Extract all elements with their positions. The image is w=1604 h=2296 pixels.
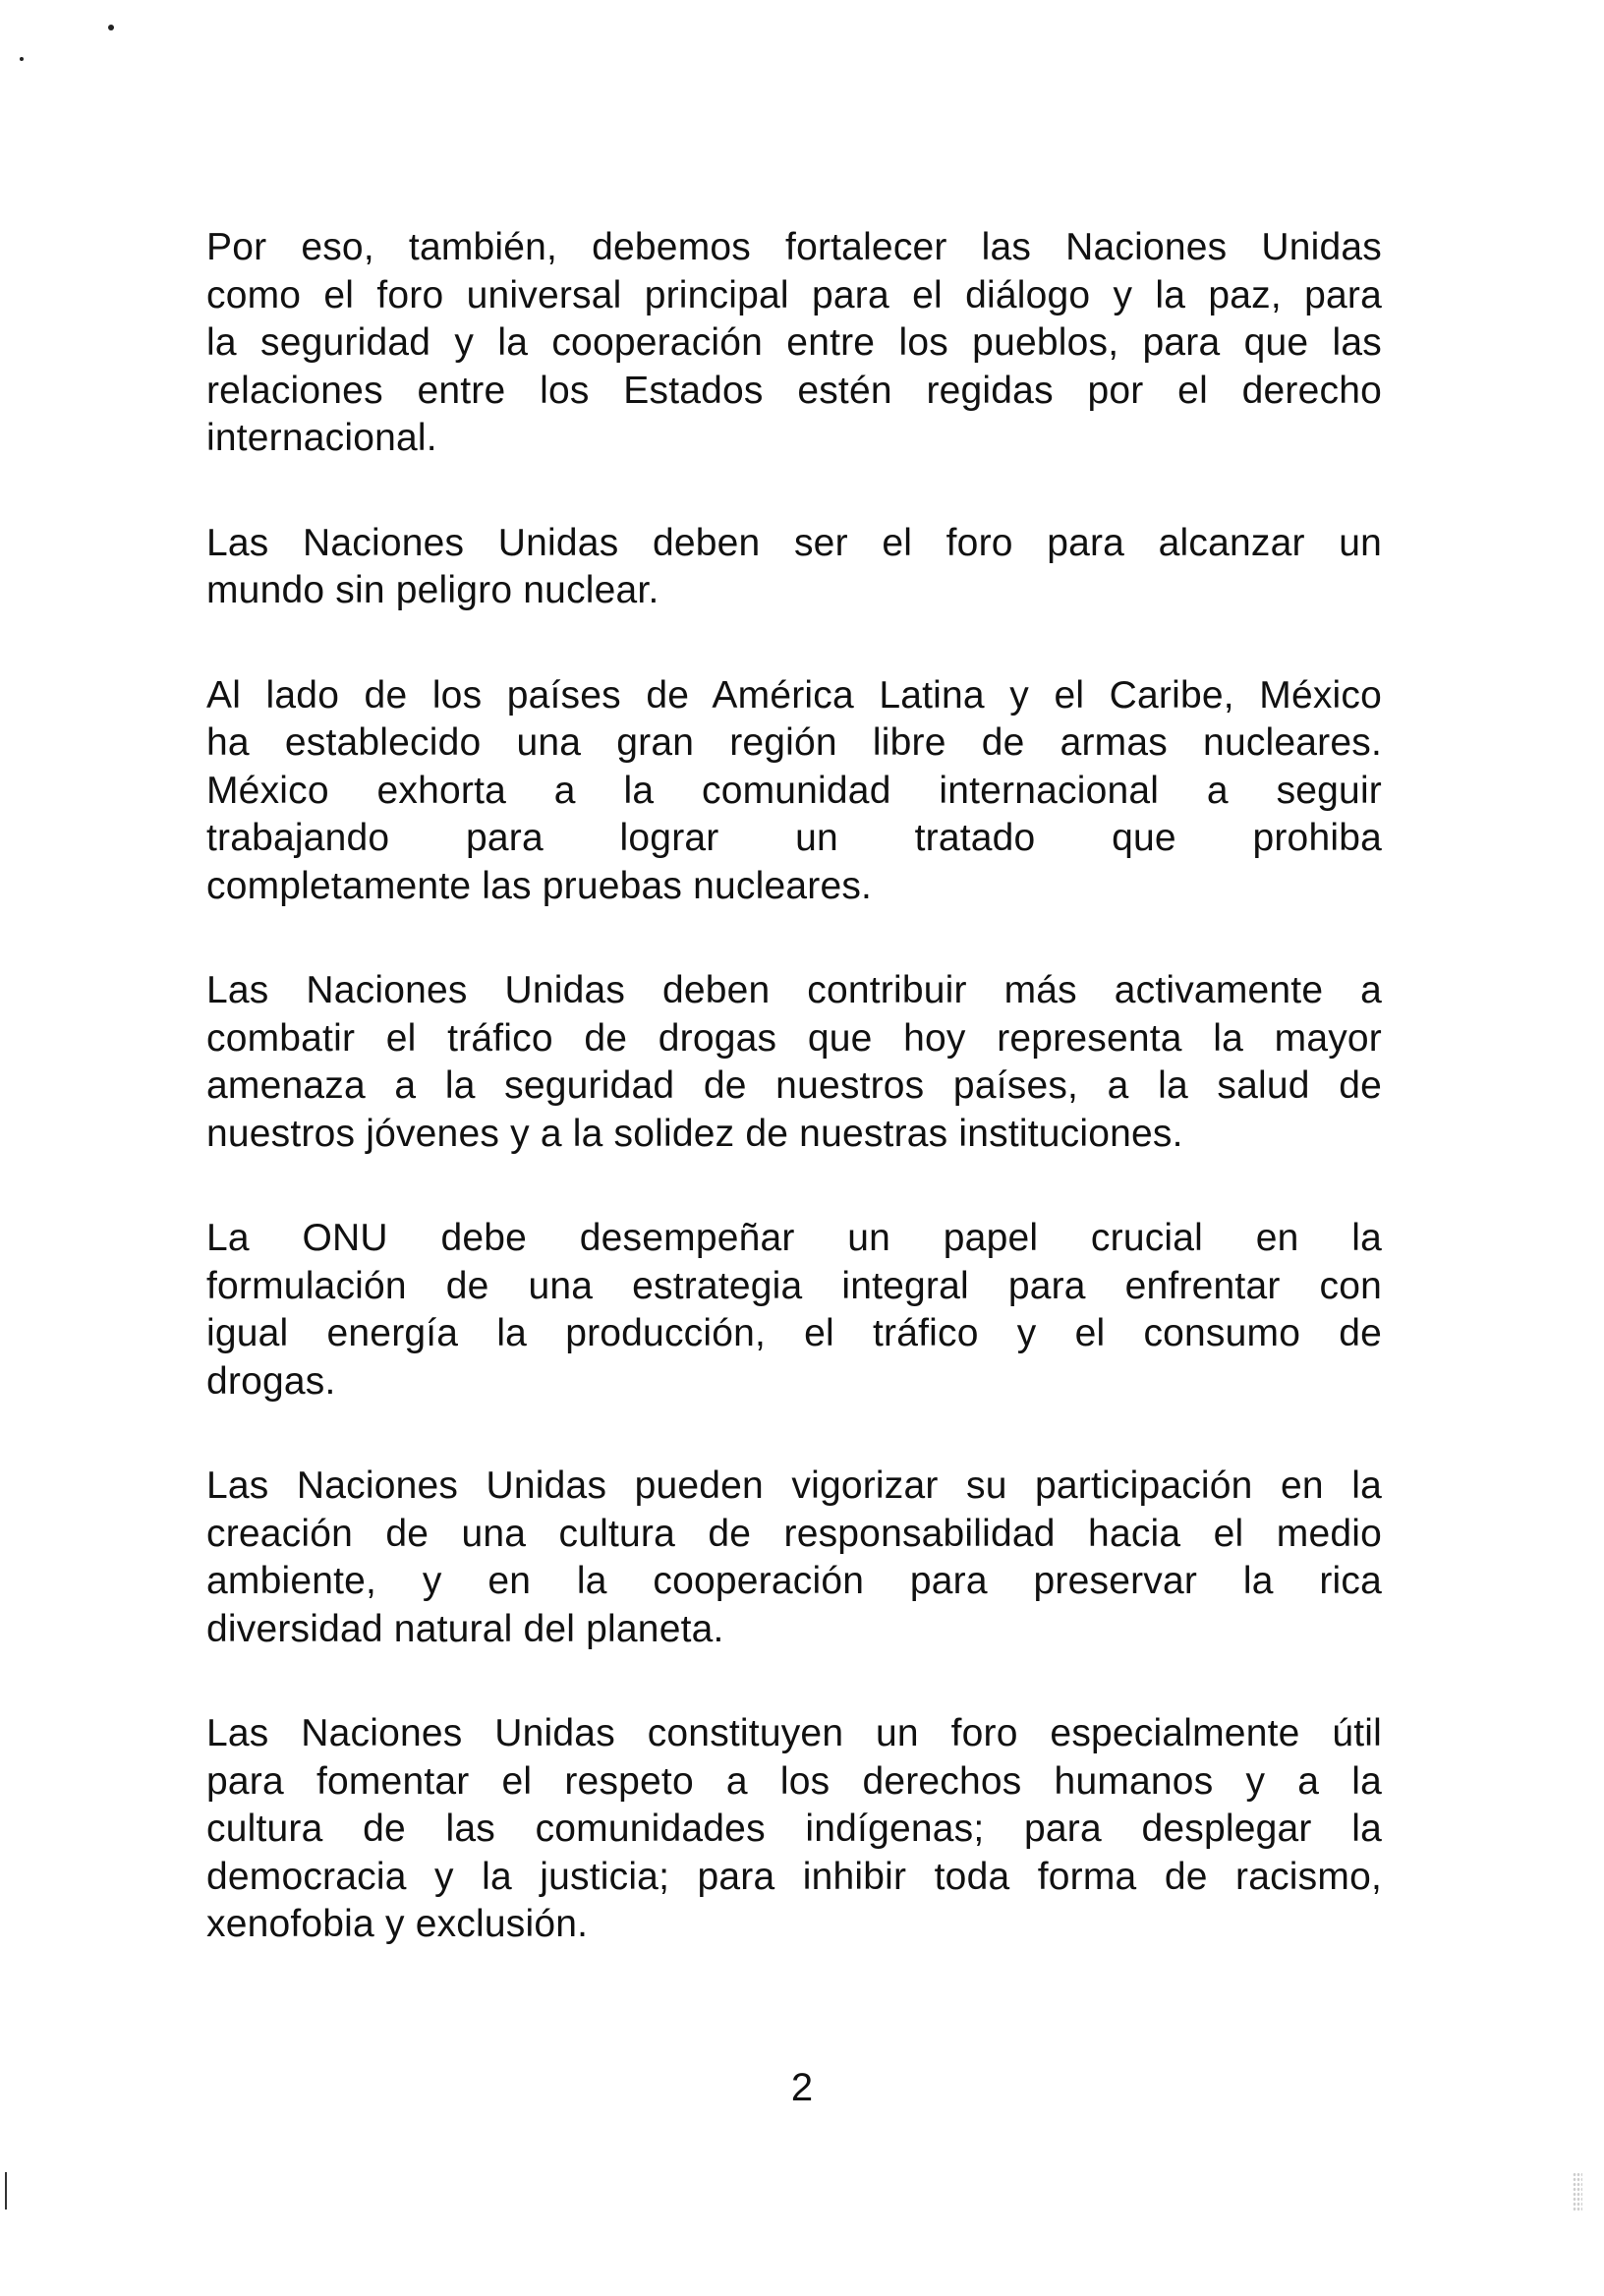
text-line: igual energía la producción, el tráfico y el consumo de [206, 1312, 1382, 1354]
text-line: nuestros jóvenes y a la solidez de nuestras instituciones. [206, 1112, 1183, 1155]
text-line: creación de una cultura de responsabilidad hacia el medio [206, 1512, 1382, 1555]
text-line: ha establecido una gran región libre de armas nucleares. [206, 721, 1382, 764]
text-line: México exhorta a la comunidad internacional a seguir [206, 769, 1382, 812]
text-line: mundo sin peligro nuclear. [206, 569, 659, 611]
paragraph-un-strengthening [206, 224, 1382, 463]
paragraph-latin-america-nuclear [206, 672, 1382, 911]
text-line: Las Naciones Unidas constituyen un foro especialmente útil [206, 1712, 1382, 1754]
text-line: Las Naciones Unidas deben ser el foro para alcanzar un [206, 521, 1382, 564]
paragraph-nuclear-free-world [206, 520, 1382, 615]
scan-edge-mark [5, 2172, 7, 2210]
scan-speck [20, 57, 24, 61]
text-line: democracia y la justicia; para inhibir toda forma de racismo, [206, 1855, 1382, 1898]
text-line: Las Naciones Unidas deben contribuir más activamente a [206, 969, 1382, 1011]
scan-noise-mark [1573, 2172, 1582, 2211]
text-line: diversidad natural del planeta. [206, 1607, 724, 1650]
text-line: para fomentar el respeto a los derechos humanos y a la [206, 1759, 1382, 1803]
text-line: xenofobia y exclusión. [206, 1903, 589, 1945]
text-line: relaciones entre los Estados estén regidas por el derecho [206, 369, 1382, 412]
text-line: completamente las pruebas nucleares. [206, 864, 873, 907]
text-line: La ONU debe desempeñar un papel crucial en la [206, 1217, 1382, 1259]
text-line: Las Naciones Unidas pueden vigorizar su participación en la [206, 1464, 1382, 1507]
text-line: trabajando para lograr un tratado que prohiba [206, 817, 1382, 859]
paragraph-human-rights [206, 1710, 1382, 1949]
text-line: amenaza a la seguridad de nuestros países, a la salud de [206, 1064, 1382, 1107]
text-line: formulación de una estrategia integral para enfrentar con [206, 1264, 1382, 1307]
text-line: Al lado de los países de América Latina y el Caribe, México [206, 673, 1382, 717]
paragraph-environment [206, 1463, 1382, 1653]
text-line: combatir el tráfico de drogas que hoy representa la mayor [206, 1016, 1382, 1060]
text-line: ambiente, y en la cooperación para preservar la rica [206, 1560, 1382, 1602]
text-line: la seguridad y la cooperación entre los pueblos, para que las [206, 321, 1382, 364]
text-line: internacional. [206, 417, 437, 459]
text-line: Por eso, también, debemos fortalecer las Naciones Unidas [206, 226, 1382, 268]
scan-speck [108, 25, 114, 30]
text-line: cultura de las comunidades indígenas; para desplegar la [206, 1808, 1382, 1850]
paragraph-drug-trafficking [206, 967, 1382, 1158]
text-line: como el foro universal principal para el diálogo y la paz, para [206, 273, 1382, 316]
document-body [206, 224, 1382, 2006]
text-line: drogas. [206, 1359, 336, 1403]
page-number: 2 [790, 2066, 814, 2109]
paragraph-onu-drug-strategy [206, 1215, 1382, 1406]
